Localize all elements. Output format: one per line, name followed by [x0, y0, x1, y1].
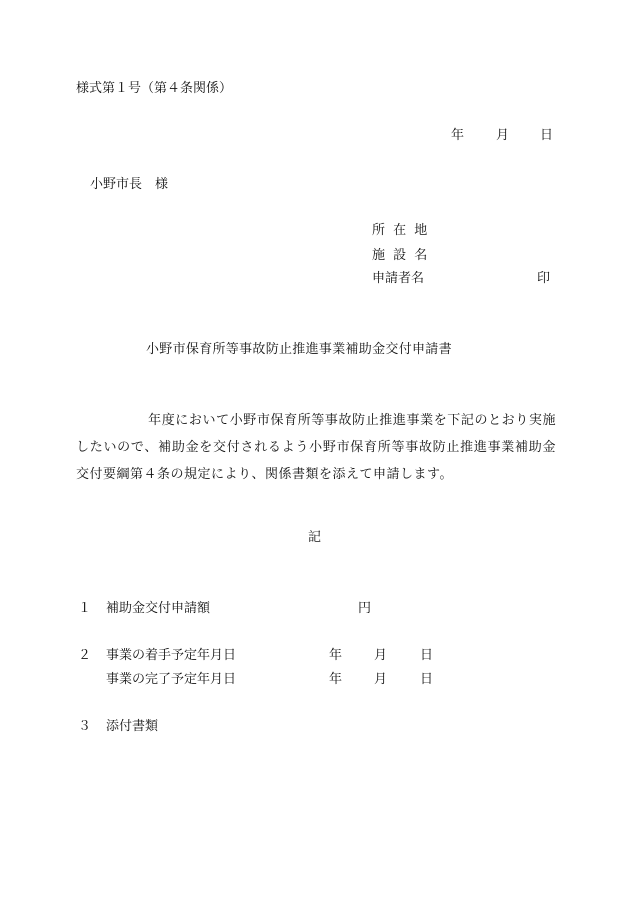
address-label: 所 在 地	[372, 223, 430, 238]
facility-label: 施 設 名	[372, 248, 430, 263]
date-year: 年	[451, 128, 465, 143]
start-date-year: 年	[329, 648, 343, 663]
body-text: 年度において小野市保育所等事故防止推進事業を下記のとおり実施したいので、補助金を交付されるよう小野市保育所等事故防止推進事業補助金交付要綱第４条の規定により、関係書類を添えて申請します。	[76, 413, 556, 482]
item-1-label: 補助金交付申請額	[106, 601, 211, 616]
form-number: 様式第１号（第４条関係）	[76, 81, 233, 96]
end-date-day: 日	[420, 672, 434, 687]
item-3-number: ３	[78, 719, 92, 734]
item-3-label: 添付書類	[106, 719, 159, 734]
end-date-label: 事業の完了予定年月日	[106, 672, 237, 687]
start-date-month: 月	[374, 648, 388, 663]
end-date-month: 月	[374, 672, 388, 687]
document-title: 小野市保育所等事故防止推進事業補助金交付申請書	[146, 342, 452, 357]
applicant-name-label: 申請者名	[372, 271, 425, 286]
start-date-label: 事業の着手予定年月日	[106, 648, 237, 663]
ki-heading: 記	[308, 530, 322, 545]
recipient: 小野市長 様	[90, 177, 169, 192]
end-date-year: 年	[329, 672, 343, 687]
item-2-number: ２	[78, 648, 92, 663]
item-1-unit: 円	[358, 601, 372, 616]
date-day: 日	[540, 128, 554, 143]
item-1-number: １	[78, 601, 92, 616]
date-month: 月	[496, 128, 510, 143]
start-date-day: 日	[420, 648, 434, 663]
body-paragraph	[76, 407, 556, 488]
seal-mark: 印	[537, 271, 551, 286]
